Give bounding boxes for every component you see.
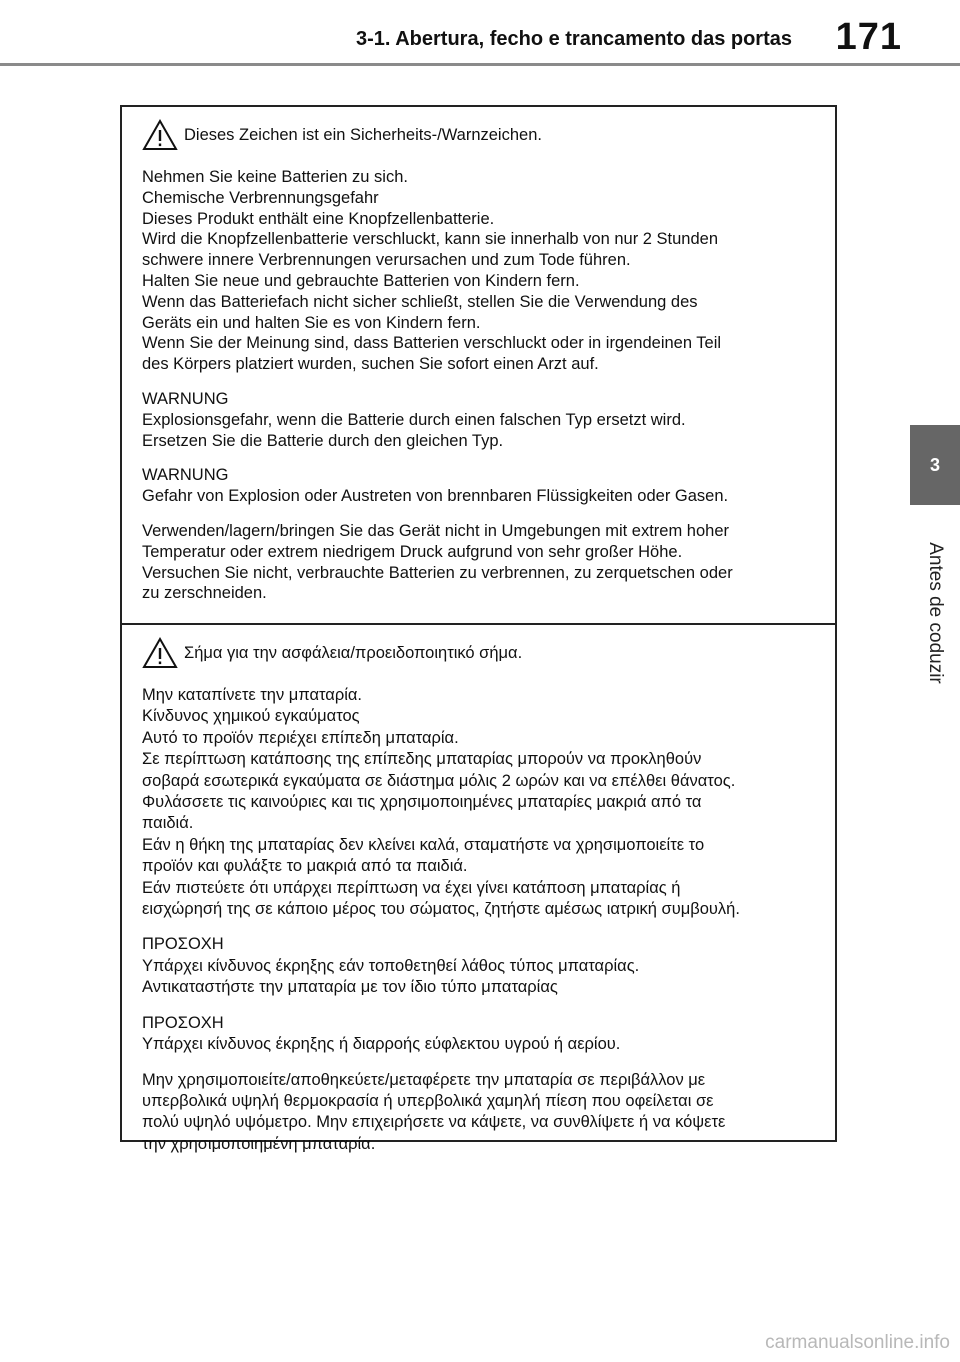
text-line: Φυλάσσετε τις καινούριες και τις χρησιμοποιημένες μπαταρίες μακριά από τα [142,793,702,812]
text-line: des Körpers platziert wurden, suchen Sie sofort einen Arzt auf. [142,355,599,374]
text-line: Gefahr von Explosion oder Austreten von brennbaren Flüssigkeiten oder Gasen. [142,487,729,506]
text-line: Ersetzen Sie die Batterie durch den gleichen Typ. [142,431,504,450]
text-block [142,167,817,375]
header-divider [0,63,960,66]
text-line: Κίνδυνος χημικού εγκαύματος [142,707,360,726]
text-block [142,1013,817,1056]
text-line: την χρησιμοποιημένη μπαταρία. [142,1134,376,1153]
text-line: Σε περίπτωση κατάποσης της επίπεδης μπαταρίας μπορούν να προκληθούν [142,750,702,769]
text-line: schwere innere Verbrennungen verursachen und zum Tode führen. [142,251,631,270]
text-line: Explosionsgefahr, wenn die Batterie durch einen falschen Typ ersetzt wird. [142,410,686,429]
page-header [0,0,960,70]
chapter-number: 3 [929,454,940,475]
text-line: Αυτό το προϊόν περιέχει επίπεδη μπαταρία. [142,728,459,747]
text-line: ΠΡΟΣΟΧΗ [142,935,224,954]
german-warning-section [122,107,835,623]
text-line: Μην καταπίνετε την μπαταρία. [142,686,363,704]
text-line: Chemische Verbrennungsgefahr [142,188,379,207]
text-line: Υπάρχει κίνδυνος έκρηξης ή διαρροής εύφλεκτου υγρού ή αερίου. [142,1035,621,1054]
text-block [142,521,817,604]
text-line: Εάν η θήκη της μπαταρίας δεν κλείνει καλά, σταματήστε να χρησιμοποιείτε το [142,835,705,854]
text-line: Versuchen Sie nicht, verbrauchte Batterien zu verbrennen, zu zerquetschen oder [142,563,733,582]
section-title: 3-1. Abertura, fecho e trancamento das portas [355,28,792,50]
text-line: WARNUNG [142,389,229,408]
text-line: Εάν πιστεύετε ότι υπάρχει περίπτωση να έχει γίνει κατάποση μπαταρίας ή [142,878,681,897]
warning-heading: Dieses Zeichen ist ein Sicherheits-/Warnzeichen. [184,125,542,144]
text-line: παιδιά. [142,814,194,833]
text-line: Halten Sie neue und gebrauchte Batterien von Kindern fern. [142,271,580,290]
text-line: σοβαρά εσωτερικά εγκαύματα σε διάστημα μόλις 2 ωρών και να επέλθει θάνατος. [142,771,736,790]
text-line: Wird die Knopfzellenbatterie verschluckt, kann sie innerhalb von nur 2 Stunden [142,230,719,249]
warning-triangle-icon [142,637,178,669]
text-line: Μην χρησιμοποιείτε/αποθηκεύετε/μεταφέρετε την μπαταρία σε περιβάλλον με [142,1070,706,1089]
text-line: εισχώρησή της σε κάποιο μέρος του σώματος, ζητήστε αμέσως ιατρική συμβουλή. [142,900,740,919]
text-line: Temperatur oder extrem niedrigem Druck aufgrund von sehr großer Höhe. [142,542,683,561]
text-line: ΠΡΟΣΟΧΗ [142,1013,224,1032]
text-line: Geräts ein und halten Sie es von Kindern fern. [142,313,481,332]
text-line: Dieses Produkt enthält eine Knopfzellenbatterie. [142,209,495,228]
warning-box [120,105,837,1153]
warning-triangle-icon [142,119,178,151]
text-line: πολύ υψηλό υψόμετρο. Μην επιχειρήσετε να κάψετε, να συνθλίψετε ή να κόψετε [142,1113,726,1132]
warning-heading: Σήμα για την ασφάλεια/προειδοποιητικό σήμα. [184,643,523,662]
text-block [142,465,817,507]
warning-heading-row [142,635,817,671]
text-line: Υπάρχει κίνδυνος έκρηξης εάν τοποθετηθεί λάθος τύπος μπαταρίας. [142,956,640,975]
text-line: zu zerschneiden. [142,584,267,603]
warning-heading-row [142,117,817,153]
chapter-tab[interactable] [910,425,960,505]
text-block [142,1070,817,1156]
text-line: Nehmen Sie keine Batterien zu sich. [142,168,408,186]
chapter-label: Antes de coduzir [925,542,946,684]
text-block [142,934,817,998]
text-line: WARNUNG [142,466,229,485]
text-block [142,685,817,920]
text-line: υπερβολικά υψηλή θερμοκρασία ή υπερβολικά χαμηλή πίεση που οφείλεται σε [142,1091,714,1110]
greek-warning-section [122,623,835,1153]
watermark: carmanualsonline.info [765,1332,950,1353]
text-block [142,389,817,451]
text-line: Wenn das Batteriefach nicht sicher schließt, stellen Sie die Verwendung des [142,292,698,311]
text-line: Verwenden/lagern/bringen Sie das Gerät nicht in Umgebungen mit extrem hoher [142,521,730,540]
text-line: Αντικαταστήστε την μπαταρία με τον ίδιο τύπο μπαταρίας [142,978,558,997]
text-line: Wenn Sie der Meinung sind, dass Batterien verschluckt oder in irgendeinen Teil [142,334,722,353]
page-number: 171 [835,16,902,58]
text-line: προϊόν και φυλάξτε το μακριά από τα παιδιά. [142,857,468,876]
